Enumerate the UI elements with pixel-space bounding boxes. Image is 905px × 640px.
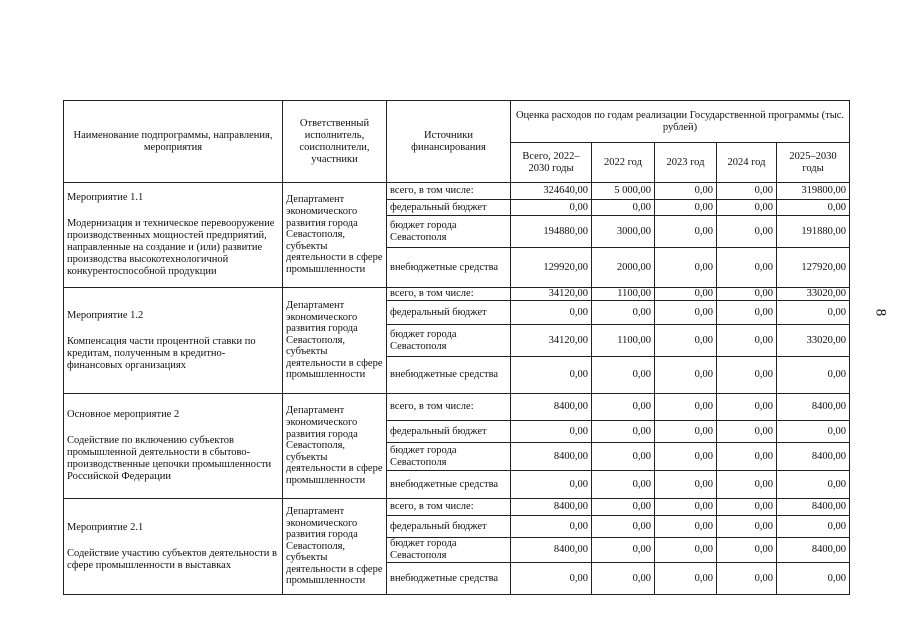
- header-estimate: Оценка расходов по годам реализации Государственной программы (тыс. рублей): [511, 101, 850, 143]
- y2024-cell: 0,00: [717, 301, 777, 325]
- y2023-cell: 0,00: [655, 499, 717, 516]
- y2025-2030-cell: 8400,00: [777, 499, 850, 516]
- activity-title: Мероприятие 1.2: [67, 309, 144, 321]
- y2023-cell: 0,00: [655, 248, 717, 288]
- y2023-cell: 0,00: [655, 216, 717, 248]
- total-cell: 0,00: [511, 301, 592, 325]
- source-cell: бюджет города Севастополя: [387, 538, 511, 563]
- y2023-cell: 0,00: [655, 357, 717, 394]
- y2025-2030-cell: 8400,00: [777, 394, 850, 421]
- header-row: [64, 101, 850, 143]
- y2024-cell: 0,00: [717, 563, 777, 595]
- y2023-cell: 0,00: [655, 200, 717, 216]
- source-cell: федеральный бюджет: [387, 301, 511, 325]
- y2024-cell: 0,00: [717, 471, 777, 499]
- y2024-cell: 0,00: [717, 516, 777, 538]
- budget-table: [63, 100, 850, 595]
- y2023-cell: 0,00: [655, 325, 717, 357]
- y2023-cell: 0,00: [655, 516, 717, 538]
- header-sources: Источники финансирования: [387, 101, 511, 183]
- source-cell: федеральный бюджет: [387, 200, 511, 216]
- header-total: Всего, 2022–2030 годы: [511, 143, 592, 183]
- y2025-2030-cell: 33020,00: [777, 325, 850, 357]
- y2023-cell: 0,00: [655, 394, 717, 421]
- y2023-cell: 0,00: [655, 443, 717, 471]
- total-cell: 0,00: [511, 563, 592, 595]
- y2024-cell: 0,00: [717, 538, 777, 563]
- source-cell: внебюджетные средства: [387, 471, 511, 499]
- y2023-cell: 0,00: [655, 183, 717, 200]
- y2024-cell: 0,00: [717, 216, 777, 248]
- y2023-cell: 0,00: [655, 421, 717, 443]
- total-cell: 34120,00: [511, 288, 592, 301]
- activity-description: Содействие участию субъектов деятельности в сфере промышленности в выставках: [67, 547, 277, 571]
- table-row: [64, 183, 850, 200]
- source-cell: федеральный бюджет: [387, 421, 511, 443]
- y2022-cell: 0,00: [592, 443, 655, 471]
- source-cell: бюджет города Севастополя: [387, 216, 511, 248]
- y2024-cell: 0,00: [717, 421, 777, 443]
- y2022-cell: 1100,00: [592, 288, 655, 301]
- y2022-cell: 0,00: [592, 301, 655, 325]
- source-cell: федеральный бюджет: [387, 516, 511, 538]
- activity-description: Содействие по включению субъектов промышленной деятельности в сбытово-производственные цепочки промышленности Российской Федерации: [67, 435, 272, 482]
- table-row: [64, 394, 850, 421]
- header-name: Наименование подпрограммы, направления, мероприятия: [64, 101, 283, 183]
- y2023-cell: 0,00: [655, 538, 717, 563]
- y2022-cell: 0,00: [592, 357, 655, 394]
- activity-name-cell: [64, 288, 283, 394]
- source-cell: внебюджетные средства: [387, 357, 511, 394]
- y2025-2030-cell: 191880,00: [777, 216, 850, 248]
- y2025-2030-cell: 0,00: [777, 563, 850, 595]
- y2025-2030-cell: 8400,00: [777, 538, 850, 563]
- total-cell: 129920,00: [511, 248, 592, 288]
- total-cell: 8400,00: [511, 538, 592, 563]
- total-cell: 324640,00: [511, 183, 592, 200]
- y2025-2030-cell: 0,00: [777, 471, 850, 499]
- header-2025-2030: 2025–2030 годы: [777, 143, 850, 183]
- y2025-2030-cell: 33020,00: [777, 288, 850, 301]
- total-cell: 0,00: [511, 471, 592, 499]
- y2022-cell: 0,00: [592, 563, 655, 595]
- header-2022: 2022 год: [592, 143, 655, 183]
- source-cell: бюджет города Севастополя: [387, 325, 511, 357]
- header-2023: 2023 год: [655, 143, 717, 183]
- responsible-cell: Департамент экономического развития города Севастополя, субъекты деятельности в сфере промышленности: [283, 499, 387, 595]
- total-cell: 8400,00: [511, 394, 592, 421]
- y2022-cell: 0,00: [592, 538, 655, 563]
- y2025-2030-cell: 0,00: [777, 357, 850, 394]
- y2022-cell: 0,00: [592, 516, 655, 538]
- y2022-cell: 3000,00: [592, 216, 655, 248]
- total-cell: 34120,00: [511, 325, 592, 357]
- y2024-cell: 0,00: [717, 394, 777, 421]
- responsible-cell: Департамент экономического развития города Севастополя, субъекты деятельности в сфере промышленности: [283, 394, 387, 499]
- activity-description: Модернизация и техническое перевооружение производственных мощностей предприятий, направленные на создание и (или) развитие производства высокотехнологичной конкурентоспособной продукции: [67, 218, 275, 277]
- activity-title: Мероприятие 2.1: [67, 521, 144, 533]
- responsible-cell: Департамент экономического развития города Севастополя, субъекты деятельности в сфере промышленности: [283, 288, 387, 394]
- header-responsible: Ответственный исполнитель, соисполнители, участники: [283, 101, 387, 183]
- y2022-cell: 5 000,00: [592, 183, 655, 200]
- y2023-cell: 0,00: [655, 301, 717, 325]
- header-2024: 2024 год: [717, 143, 777, 183]
- source-cell: бюджет города Севастополя: [387, 443, 511, 471]
- y2024-cell: 0,00: [717, 183, 777, 200]
- y2022-cell: 0,00: [592, 471, 655, 499]
- y2024-cell: 0,00: [717, 288, 777, 301]
- total-cell: 0,00: [511, 421, 592, 443]
- y2022-cell: 0,00: [592, 394, 655, 421]
- y2025-2030-cell: 8400,00: [777, 443, 850, 471]
- y2024-cell: 0,00: [717, 248, 777, 288]
- source-cell: внебюджетные средства: [387, 563, 511, 595]
- y2022-cell: 0,00: [592, 499, 655, 516]
- y2024-cell: 0,00: [717, 325, 777, 357]
- y2025-2030-cell: 0,00: [777, 421, 850, 443]
- y2025-2030-cell: 0,00: [777, 200, 850, 216]
- activity-name-cell: [64, 183, 283, 288]
- y2023-cell: 0,00: [655, 288, 717, 301]
- y2022-cell: 2000,00: [592, 248, 655, 288]
- total-cell: 8400,00: [511, 443, 592, 471]
- activity-name-cell: [64, 499, 283, 595]
- total-cell: 0,00: [511, 357, 592, 394]
- source-cell: всего, в том числе:: [387, 183, 511, 200]
- table-row: [64, 288, 850, 301]
- y2024-cell: 0,00: [717, 443, 777, 471]
- y2024-cell: 0,00: [717, 200, 777, 216]
- y2025-2030-cell: 319800,00: [777, 183, 850, 200]
- y2025-2030-cell: 0,00: [777, 516, 850, 538]
- y2023-cell: 0,00: [655, 471, 717, 499]
- y2022-cell: 1100,00: [592, 325, 655, 357]
- activity-title: Мероприятие 1.1: [67, 192, 144, 203]
- y2025-2030-cell: 127920,00: [777, 248, 850, 288]
- y2022-cell: 0,00: [592, 421, 655, 443]
- source-cell: всего, в том числе:: [387, 499, 511, 516]
- responsible-cell: Департамент экономического развития города Севастополя, субъекты деятельности в сфере промышленности: [283, 183, 387, 288]
- source-cell: всего, в том числе:: [387, 394, 511, 421]
- y2024-cell: 0,00: [717, 357, 777, 394]
- total-cell: 8400,00: [511, 499, 592, 516]
- activity-name-cell: [64, 394, 283, 499]
- activity-description: Компенсация части процентной ставки по кредитам, полученным в кредитно-финансовых организациях: [67, 335, 256, 371]
- y2024-cell: 0,00: [717, 499, 777, 516]
- y2023-cell: 0,00: [655, 563, 717, 595]
- y2025-2030-cell: 0,00: [777, 301, 850, 325]
- source-cell: внебюджетные средства: [387, 248, 511, 288]
- total-cell: 0,00: [511, 516, 592, 538]
- source-cell: всего, в том числе:: [387, 288, 511, 301]
- total-cell: 0,00: [511, 200, 592, 216]
- page-number: 8: [872, 308, 889, 317]
- total-cell: 194880,00: [511, 216, 592, 248]
- table-row: [64, 499, 850, 516]
- y2022-cell: 0,00: [592, 200, 655, 216]
- activity-title: Основное мероприятие 2: [67, 409, 180, 420]
